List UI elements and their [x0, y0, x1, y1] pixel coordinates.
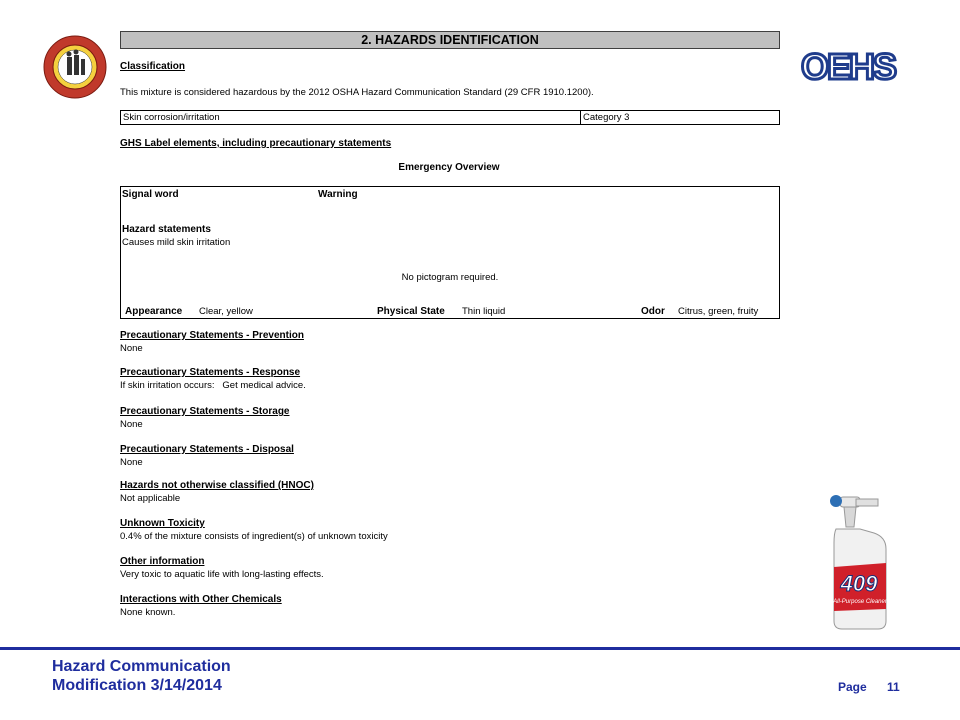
section-heading: Precautionary Statements - Response: [120, 367, 301, 378]
emergency-overview-title: Emergency Overview: [398, 162, 500, 173]
section-block: [120, 406, 620, 430]
signal-word-label: Signal word: [122, 189, 179, 200]
section-block: [120, 594, 620, 618]
physical-state-value: Thin liquid: [462, 306, 506, 317]
section-block: [120, 556, 620, 580]
appearance-value: Clear, yellow: [199, 306, 253, 317]
section-text: Very toxic to aquatic life with long-lasting effects.: [120, 569, 324, 580]
section-title: 2. HAZARDS IDENTIFICATION: [361, 33, 539, 47]
footer-title: Hazard Communication: [52, 658, 231, 675]
bottle-label: 409: [840, 571, 878, 596]
section-header-bar: [120, 31, 780, 49]
ghs-heading: GHS Label elements, including precautionary statements: [120, 138, 392, 149]
section-heading: Precautionary Statements - Disposal: [120, 444, 294, 455]
pictogram-note: No pictogram required.: [401, 272, 499, 283]
hazard-statements-value: Causes mild skin irritation: [122, 237, 231, 248]
footer-modification: Modification 3/14/2014: [52, 677, 222, 694]
section-block: [120, 330, 620, 354]
section-block: [120, 444, 620, 468]
emergency-overview-box: [120, 186, 780, 319]
section-block: [120, 480, 620, 504]
bottle-sub-label: All-Purpose Cleaner: [833, 599, 887, 605]
section-block: [120, 518, 620, 542]
section-text: If skin irritation occurs: Get medical advice.: [120, 380, 306, 391]
section-text: None: [120, 419, 143, 430]
section-heading: Unknown Toxicity: [120, 518, 205, 529]
physical-state-label: Physical State: [377, 306, 445, 317]
signal-word-value: Warning: [318, 189, 358, 200]
oehs-logo: [798, 46, 898, 86]
hazard-statements-label: Hazard statements: [122, 224, 211, 235]
product-bottle-image: [826, 493, 892, 633]
section-text: None: [120, 457, 143, 468]
page-number: 11: [887, 680, 900, 694]
section-heading: Other information: [120, 556, 205, 567]
section-text: None: [120, 343, 143, 354]
section-heading: Precautionary Statements - Prevention: [120, 330, 304, 341]
section-block: [120, 367, 620, 391]
appearance-label: Appearance: [125, 306, 183, 317]
section-heading: Interactions with Other Chemicals: [120, 594, 282, 605]
hazard-class: Skin corrosion/irritation: [123, 112, 220, 123]
classification-table: [120, 110, 780, 125]
classification-statement: This mixture is considered hazardous by the 2012 OSHA Hazard Communication Standard (29 CFR 1910.1200).: [120, 87, 594, 98]
odor-label: Odor: [641, 306, 665, 317]
lausd-seal-logo: [43, 35, 107, 99]
hazard-category: Category 3: [583, 112, 630, 123]
footer-divider: [0, 647, 960, 650]
section-heading: Hazards not otherwise classified (HNOC): [120, 480, 314, 491]
section-heading: Precautionary Statements - Storage: [120, 406, 290, 417]
section-text: 0.4% of the mixture consists of ingredient(s) of unknown toxicity: [120, 531, 388, 542]
oehs-logo-text: OEHS: [800, 46, 896, 86]
odor-value: Citrus, green, fruity: [678, 306, 759, 317]
classification-heading: Classification: [120, 61, 186, 72]
page-label: Page: [838, 680, 867, 694]
section-text: None known.: [120, 607, 176, 618]
section-text: Not applicable: [120, 493, 181, 504]
